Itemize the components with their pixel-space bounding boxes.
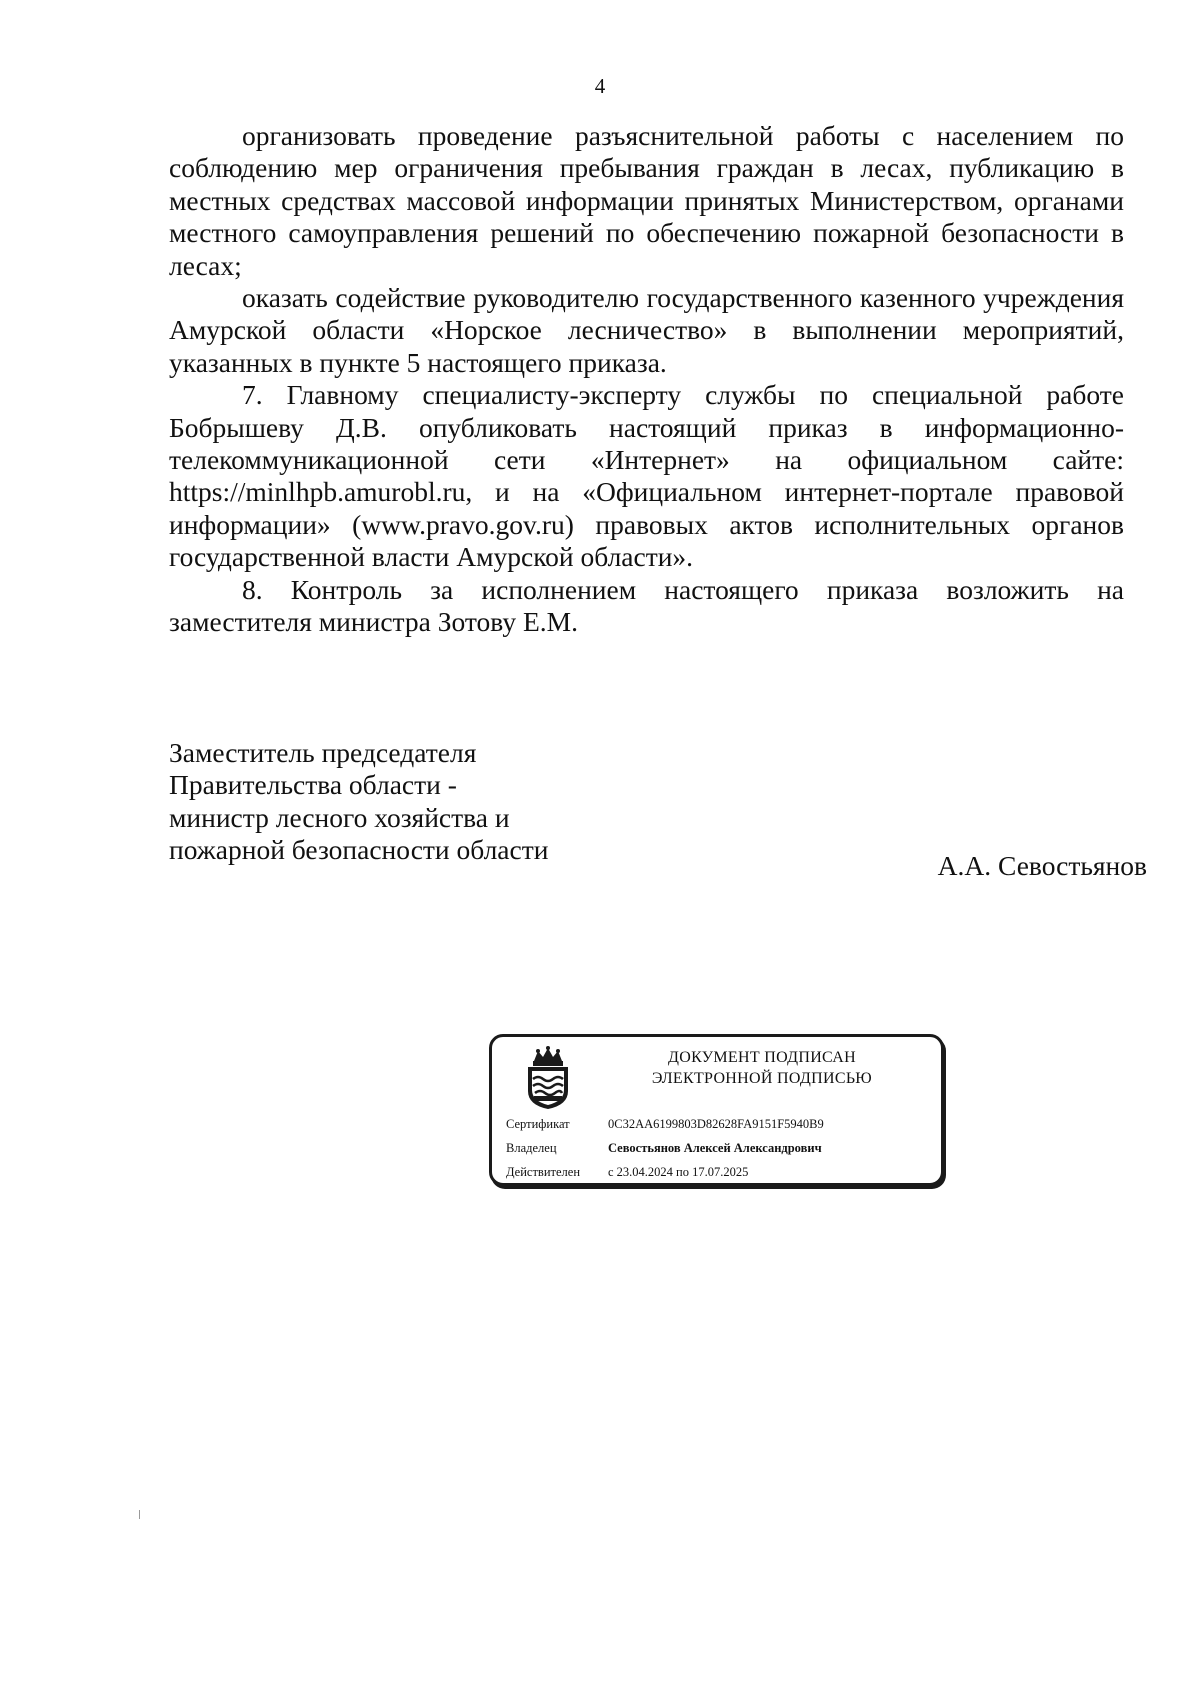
certificate-value: 0C32AA6199803D82628FA9151F5940B9 <box>608 1117 824 1131</box>
stamp-title <box>612 1047 912 1089</box>
scan-artifact <box>139 1510 140 1519</box>
amur-region-coat-of-arms-icon <box>520 1045 576 1111</box>
page-number: 4 <box>594 74 606 98</box>
signatory-position-line: Правительства области - <box>169 769 457 801</box>
stamp-title-line: ЭЛЕКТРОННОЙ ПОДПИСЬЮ <box>651 1070 873 1087</box>
signatory-position-line: пожарной безопасности области <box>169 834 549 866</box>
stamp-title-line: ДОКУМЕНТ ПОДПИСАН <box>668 1049 856 1066</box>
document-body <box>169 120 1124 639</box>
signatory-position <box>169 737 548 867</box>
stamp-validity-row <box>506 1165 748 1180</box>
paragraph-item-8: 8. Контроль за исполнением настоящего приказа возложить на заместителя министра Зотову Е.М. <box>169 573 1124 638</box>
signatory-name: А.А. Севостьянов <box>937 850 1147 881</box>
signatory-position-line: Заместитель председателя <box>169 737 477 768</box>
paragraph-item-7: 7. Главному специалисту-эксперту службы по специальной работе Бобрышеву Д.В. опубликовать настоящий приказ в информационно-телекоммуникационной сети «Интернет» на официальном сайте: https://minlhpb.amurobl.ru, и на «Официальном интернет-портале правовой информации» (www.pravo.gov.ru) правовых актов исполнительных органов государственной власти Амурской области». <box>169 379 1124 573</box>
signatory-position-line: министр лесного хозяйства и <box>169 801 510 833</box>
owner-value: Севостьянов Алексей Александрович <box>608 1141 822 1155</box>
certificate-label: Сертификат <box>506 1117 570 1131</box>
stamp-owner-row <box>506 1141 822 1156</box>
paragraph-explanatory-work: организовать проведение разъяснительной работы с населением по соблюдению мер ограничения пребывания граждан в лесах, публикацию в местных средствах массовой информации принятых Министерством, органами местного самоуправления решений по обеспечению пожарной безопасности в лесах; <box>169 120 1124 281</box>
electronic-signature-stamp <box>489 1034 944 1186</box>
stamp-certificate-row <box>506 1117 824 1132</box>
owner-label: Владелец <box>506 1141 557 1155</box>
valid-value: с 23.04.2024 по 17.07.2025 <box>608 1165 749 1179</box>
valid-label: Действителен <box>506 1165 581 1179</box>
paragraph-assistance: оказать содействие руководителю государственного казенного учреждения Амурской области «Норское лесничество» в выполнении мероприятий, указанных в пункте 5 настоящего приказа. <box>169 282 1124 378</box>
